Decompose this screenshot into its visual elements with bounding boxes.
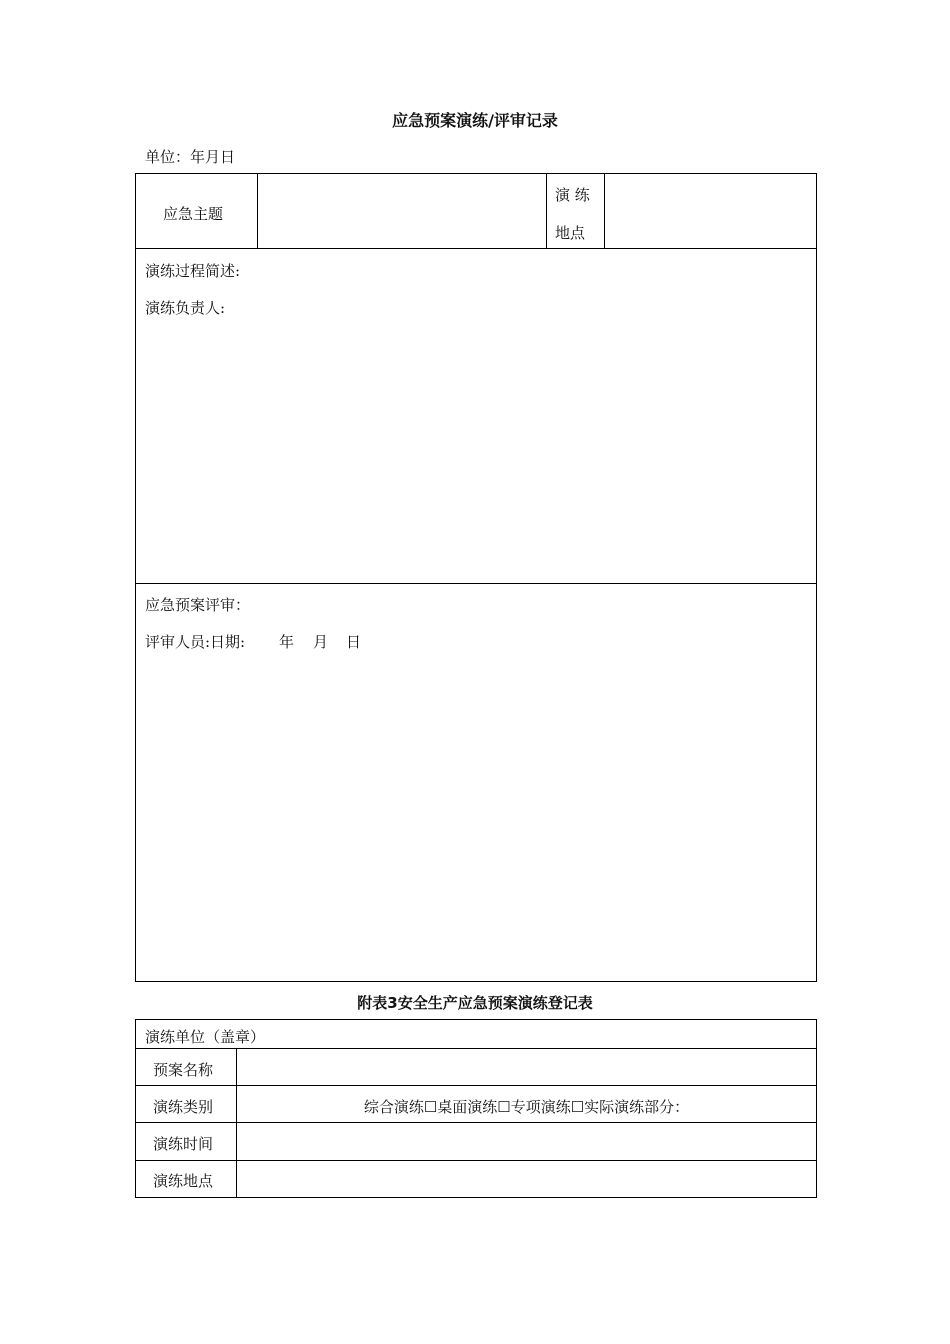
drill-time-field[interactable] <box>237 1123 816 1160</box>
register-title: 附表3安全生产应急预案演练登记表 <box>357 994 593 1012</box>
table-border-right <box>816 173 817 982</box>
table-divider <box>135 583 817 584</box>
drill-location-field[interactable] <box>605 174 816 248</box>
plan-review-label: 应急预案评审： <box>145 596 251 614</box>
drill-process-label: 演练过程简述: <box>145 262 241 280</box>
drill-type-options[interactable]: 综合演练☐桌面演练☐专项演练☐实际演练部分： <box>363 1098 690 1116</box>
table-border-bottom <box>135 981 817 982</box>
reviewer-label: 评审人员:日期: <box>145 633 246 651</box>
drill-process-field[interactable] <box>136 322 816 582</box>
drill-time-label: 演练时间 <box>153 1135 214 1153</box>
drill-unit-label: 演练单位（盖章） <box>145 1028 266 1046</box>
drill-location-label-line2: 地点 <box>555 224 586 242</box>
table-border-right <box>816 1019 817 1198</box>
date-year-label: 年 <box>279 633 295 651</box>
drill-location-reg-label: 演练地点 <box>153 1172 214 1190</box>
plan-review-field[interactable] <box>136 656 816 980</box>
drill-type-label: 演练类别 <box>153 1098 214 1116</box>
table-border-left <box>135 1019 136 1198</box>
date-month-label: 月 <box>313 633 329 651</box>
table-divider <box>135 248 817 249</box>
date-day-label: 日 <box>346 633 362 651</box>
plan-name-label: 预案名称 <box>153 1061 214 1079</box>
emergency-theme-label: 应急主题 <box>163 205 224 223</box>
unit-date-line: 单位：年月日 <box>145 148 236 166</box>
table-divider <box>546 173 547 249</box>
plan-name-field[interactable] <box>237 1049 816 1085</box>
drill-location-reg-field[interactable] <box>237 1161 816 1197</box>
table-divider <box>135 1085 817 1086</box>
table-border-top <box>135 1019 817 1020</box>
table-border-bottom <box>135 1197 817 1198</box>
drill-location-label-line1: 演 练 <box>555 186 590 204</box>
record-title: 应急预案演练/评审记录 <box>392 111 558 130</box>
drill-leader-label: 演练负责人: <box>145 299 226 317</box>
emergency-theme-field[interactable] <box>258 174 546 248</box>
